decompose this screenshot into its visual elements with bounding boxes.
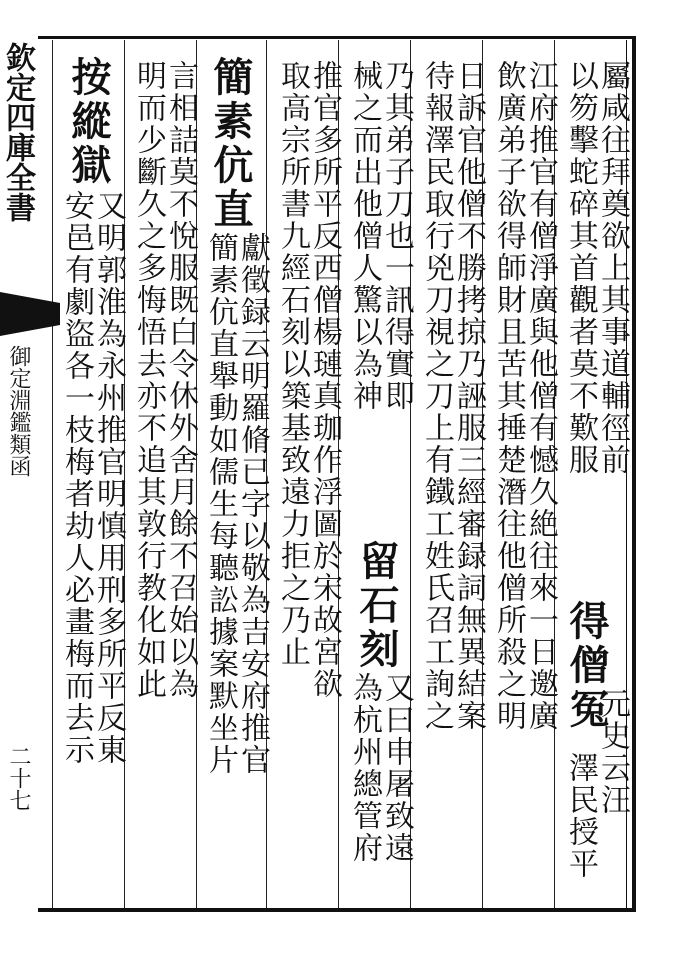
text-column-1: 屬咸往拜奠欲上其事道輔徑前 (595, 60, 630, 476)
heading-deyuan: 得僧冤 (563, 600, 610, 732)
folio-number: 二十七 (6, 745, 31, 811)
heading-note-2: 澤民授平 (563, 752, 598, 880)
text-column-7: 乃其弟子刀也一訊得實即 (379, 60, 414, 412)
text-column-8: 械之而出他僧人驚以為神 (347, 60, 382, 412)
heading-jiansu: 簡素伉直 (207, 56, 254, 232)
heading-note-4: 為杭州總管府 (347, 672, 382, 864)
text-column-3: 江府推官有僧淨廣與他僧有憾久絶往來一日邀廣 (523, 60, 558, 732)
text-column-6: 待報澤民取行兇刀視之刀上有鐵工姓氏召工詢之 (419, 60, 454, 732)
spine-subtitle: 御定淵鑑類函 (6, 345, 31, 477)
spine-title: 欽定四庫全書 (0, 42, 35, 222)
text-column-4: 飲廣弟子欲得師財且苦其捶楚潛往他僧所殺之明 (491, 60, 526, 732)
frame-right-border (632, 36, 636, 912)
heading-note-3: 又曰申屠致遠 (379, 672, 414, 864)
text-column-2: 以笏擊蛇碎其首觀者莫不歎服 (563, 60, 598, 476)
text-column-9: 推官多所平反西僧楊璉真珈作浮圖於宋故宮欲 (307, 60, 342, 700)
text-column-16: 安邑有劇盜各一枝梅者劫人必畫梅而去示 (59, 190, 94, 766)
text-column-10: 取高宗所書九經石刻以築基致遠力拒之乃止 (275, 60, 310, 668)
text-column-15: 又明郭淮為永州推官明慎用刑多所平反東 (91, 190, 126, 766)
text-column-5: 日訴官他僧不勝拷掠乃誣服三經審録詞無異結案 (451, 60, 486, 732)
column-rule (52, 40, 53, 908)
frame-top-border (38, 36, 636, 39)
fishtail-mark (0, 292, 60, 336)
frame-bottom-border (38, 908, 636, 912)
text-column-11: 獻徵録云明羅脩已字以敬為吉安府推官 (235, 232, 270, 776)
text-column-12: 簡素伉直舉動如儒生每聽訟據案默坐片 (203, 232, 238, 776)
heading-anzong: 按縱獄 (65, 56, 112, 188)
heading-liushike: 留石刻 (353, 540, 400, 672)
text-column-14: 明而少斷久之多悔悟去亦不追其敦行教化如此 (131, 60, 166, 700)
heading-note-1: 元史云汪 (595, 688, 630, 816)
text-column-13: 言相詰莫不悅服既白令休外舍月餘不召始以為 (163, 60, 198, 700)
